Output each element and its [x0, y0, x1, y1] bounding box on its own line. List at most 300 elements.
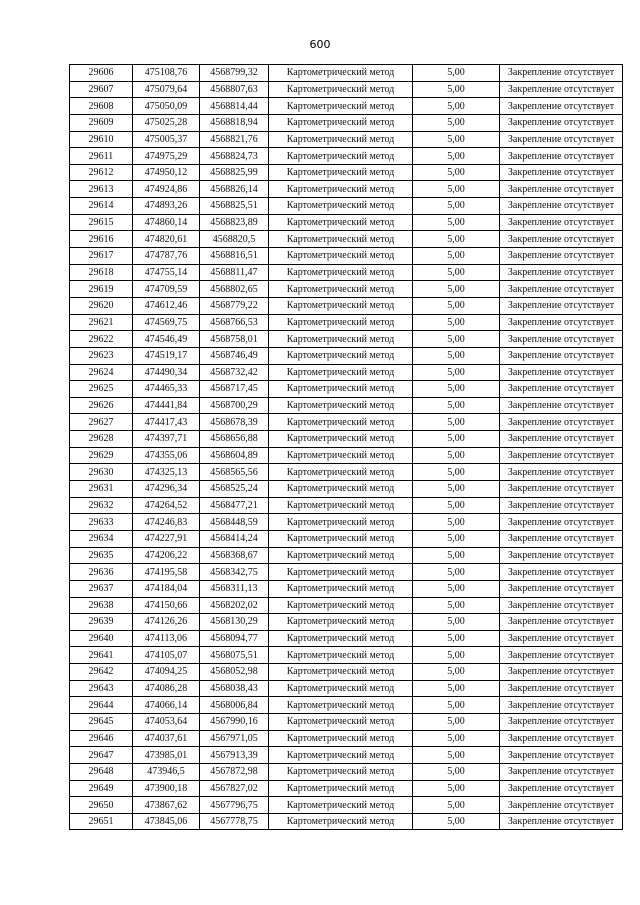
y-coordinate-cell: 4568075,51 — [200, 647, 269, 664]
y-coordinate-cell: 4567913,39 — [200, 747, 269, 764]
x-coordinate-cell: 474417,43 — [133, 414, 200, 431]
method-cell: Картометрический метод — [269, 747, 413, 764]
accuracy-cell: 5,00 — [413, 747, 500, 764]
accuracy-cell: 5,00 — [413, 114, 500, 131]
x-coordinate-cell: 474950,12 — [133, 164, 200, 181]
accuracy-cell: 5,00 — [413, 481, 500, 498]
accuracy-cell: 5,00 — [413, 431, 500, 448]
y-coordinate-cell: 4567872,98 — [200, 763, 269, 780]
accuracy-cell: 5,00 — [413, 264, 500, 281]
x-coordinate-cell: 474325,13 — [133, 464, 200, 481]
method-cell: Картометрический метод — [269, 447, 413, 464]
y-coordinate-cell: 4568816,51 — [200, 248, 269, 265]
table-row — [70, 331, 623, 348]
accuracy-cell: 5,00 — [413, 181, 500, 198]
x-coordinate-cell: 474355,06 — [133, 447, 200, 464]
y-coordinate-cell: 4568779,22 — [200, 297, 269, 314]
y-coordinate-cell: 4567990,16 — [200, 713, 269, 730]
table-row — [70, 198, 623, 215]
point-number-cell: 29618 — [70, 264, 133, 281]
fixing-description-cell: Закрепление отсутствует — [500, 680, 623, 697]
fixing-description-cell: Закрепление отсутствует — [500, 414, 623, 431]
x-coordinate-cell: 474787,76 — [133, 248, 200, 265]
x-coordinate-cell: 473845,06 — [133, 813, 200, 830]
fixing-description-cell: Закрепление отсутствует — [500, 813, 623, 830]
method-cell: Картометрический метод — [269, 813, 413, 830]
fixing-description-cell: Закрепление отсутствует — [500, 464, 623, 481]
accuracy-cell: 5,00 — [413, 198, 500, 215]
fixing-description-cell: Закрепление отсутствует — [500, 730, 623, 747]
point-number-cell: 29608 — [70, 98, 133, 115]
fixing-description-cell: Закрепление отсутствует — [500, 214, 623, 231]
coordinates-table — [69, 64, 623, 830]
y-coordinate-cell: 4568811,47 — [200, 264, 269, 281]
y-coordinate-cell: 4568821,76 — [200, 131, 269, 148]
fixing-description-cell: Закрепление отсутствует — [500, 564, 623, 581]
point-number-cell: 29632 — [70, 497, 133, 514]
x-coordinate-cell: 474150,66 — [133, 597, 200, 614]
fixing-description-cell: Закрепление отсутствует — [500, 697, 623, 714]
table-row — [70, 281, 623, 298]
accuracy-cell: 5,00 — [413, 564, 500, 581]
y-coordinate-cell: 4568807,63 — [200, 81, 269, 98]
table-row — [70, 763, 623, 780]
y-coordinate-cell: 4568820,5 — [200, 231, 269, 248]
fixing-description-cell: Закрепление отсутствует — [500, 780, 623, 797]
point-number-cell: 29648 — [70, 763, 133, 780]
method-cell: Картометрический метод — [269, 347, 413, 364]
fixing-description-cell: Закрепление отсутствует — [500, 481, 623, 498]
accuracy-cell: 5,00 — [413, 680, 500, 697]
method-cell: Картометрический метод — [269, 564, 413, 581]
point-number-cell: 29614 — [70, 198, 133, 215]
table-row — [70, 514, 623, 531]
point-number-cell: 29645 — [70, 713, 133, 730]
method-cell: Картометрический метод — [269, 264, 413, 281]
table-row — [70, 647, 623, 664]
accuracy-cell: 5,00 — [413, 447, 500, 464]
x-coordinate-cell: 474105,07 — [133, 647, 200, 664]
fixing-description-cell: Закрепление отсутствует — [500, 81, 623, 98]
fixing-description-cell: Закрепление отсутствует — [500, 65, 623, 82]
accuracy-cell: 5,00 — [413, 713, 500, 730]
y-coordinate-cell: 4568368,67 — [200, 547, 269, 564]
table-row — [70, 481, 623, 498]
x-coordinate-cell: 474441,84 — [133, 397, 200, 414]
y-coordinate-cell: 4568746,49 — [200, 347, 269, 364]
method-cell: Картометрический метод — [269, 214, 413, 231]
fixing-description-cell: Закрепление отсутствует — [500, 647, 623, 664]
fixing-description-cell: Закрепление отсутствует — [500, 314, 623, 331]
accuracy-cell: 5,00 — [413, 797, 500, 814]
table-row — [70, 664, 623, 681]
table-row — [70, 780, 623, 797]
fixing-description-cell: Закрепление отсутствует — [500, 797, 623, 814]
method-cell: Картометрический метод — [269, 664, 413, 681]
fixing-description-cell: Закрепление отсутствует — [500, 747, 623, 764]
y-coordinate-cell: 4568766,53 — [200, 314, 269, 331]
point-number-cell: 29622 — [70, 331, 133, 348]
table-row — [70, 564, 623, 581]
page-number: 600 — [309, 38, 331, 51]
y-coordinate-cell: 4568678,39 — [200, 414, 269, 431]
accuracy-cell: 5,00 — [413, 248, 500, 265]
point-number-cell: 29637 — [70, 580, 133, 597]
x-coordinate-cell: 474206,22 — [133, 547, 200, 564]
fixing-description-cell: Закрепление отсутствует — [500, 198, 623, 215]
point-number-cell: 29636 — [70, 564, 133, 581]
method-cell: Картометрический метод — [269, 630, 413, 647]
fixing-description-cell: Закрепление отсутствует — [500, 248, 623, 265]
table-row — [70, 530, 623, 547]
table-row — [70, 580, 623, 597]
x-coordinate-cell: 474037,61 — [133, 730, 200, 747]
fixing-description-cell: Закрепление отсутствует — [500, 514, 623, 531]
fixing-description-cell: Закрепление отсутствует — [500, 547, 623, 564]
point-number-cell: 29635 — [70, 547, 133, 564]
method-cell: Картометрический метод — [269, 148, 413, 165]
point-number-cell: 29616 — [70, 231, 133, 248]
point-number-cell: 29628 — [70, 431, 133, 448]
point-number-cell: 29624 — [70, 364, 133, 381]
point-number-cell: 29629 — [70, 447, 133, 464]
accuracy-cell: 5,00 — [413, 214, 500, 231]
method-cell: Картометрический метод — [269, 65, 413, 82]
point-number-cell: 29644 — [70, 697, 133, 714]
accuracy-cell: 5,00 — [413, 514, 500, 531]
point-number-cell: 29620 — [70, 297, 133, 314]
fixing-description-cell: Закрепление отсутствует — [500, 597, 623, 614]
point-number-cell: 29623 — [70, 347, 133, 364]
method-cell: Картометрический метод — [269, 114, 413, 131]
table-row — [70, 297, 623, 314]
table-row — [70, 630, 623, 647]
point-number-cell: 29642 — [70, 664, 133, 681]
accuracy-cell: 5,00 — [413, 397, 500, 414]
fixing-description-cell: Закрепление отсутствует — [500, 98, 623, 115]
method-cell: Картометрический метод — [269, 763, 413, 780]
accuracy-cell: 5,00 — [413, 81, 500, 98]
point-number-cell: 29641 — [70, 647, 133, 664]
method-cell: Картометрический метод — [269, 397, 413, 414]
method-cell: Картометрический метод — [269, 248, 413, 265]
fixing-description-cell: Закрепление отсутствует — [500, 630, 623, 647]
point-number-cell: 29643 — [70, 680, 133, 697]
table-row — [70, 431, 623, 448]
fixing-description-cell: Закрепление отсутствует — [500, 297, 623, 314]
method-cell: Картометрический метод — [269, 198, 413, 215]
x-coordinate-cell: 475025,28 — [133, 114, 200, 131]
accuracy-cell: 5,00 — [413, 281, 500, 298]
fixing-description-cell: Закрепление отсутствует — [500, 181, 623, 198]
y-coordinate-cell: 4568814,44 — [200, 98, 269, 115]
accuracy-cell: 5,00 — [413, 580, 500, 597]
accuracy-cell: 5,00 — [413, 547, 500, 564]
table-row — [70, 264, 623, 281]
method-cell: Картометрический метод — [269, 231, 413, 248]
fixing-description-cell: Закрепление отсутствует — [500, 580, 623, 597]
point-number-cell: 29646 — [70, 730, 133, 747]
table-row — [70, 347, 623, 364]
method-cell: Картометрический метод — [269, 780, 413, 797]
table-row — [70, 747, 623, 764]
y-coordinate-cell: 4568818,94 — [200, 114, 269, 131]
table-row — [70, 81, 623, 98]
y-coordinate-cell: 4568525,24 — [200, 481, 269, 498]
x-coordinate-cell: 474820,61 — [133, 231, 200, 248]
x-coordinate-cell: 475005,37 — [133, 131, 200, 148]
y-coordinate-cell: 4568700,29 — [200, 397, 269, 414]
accuracy-cell: 5,00 — [413, 65, 500, 82]
table-row — [70, 713, 623, 730]
x-coordinate-cell: 473946,5 — [133, 763, 200, 780]
y-coordinate-cell: 4568826,14 — [200, 181, 269, 198]
point-number-cell: 29627 — [70, 414, 133, 431]
fixing-description-cell: Закрепление отсутствует — [500, 148, 623, 165]
table-row — [70, 464, 623, 481]
accuracy-cell: 5,00 — [413, 381, 500, 398]
y-coordinate-cell: 4568565,56 — [200, 464, 269, 481]
table-row — [70, 680, 623, 697]
fixing-description-cell: Закрепление отсутствует — [500, 397, 623, 414]
x-coordinate-cell: 474397,71 — [133, 431, 200, 448]
y-coordinate-cell: 4568342,75 — [200, 564, 269, 581]
fixing-description-cell: Закрепление отсутствует — [500, 331, 623, 348]
point-number-cell: 29626 — [70, 397, 133, 414]
accuracy-cell: 5,00 — [413, 331, 500, 348]
fixing-description-cell: Закрепление отсутствует — [500, 347, 623, 364]
method-cell: Картометрический метод — [269, 797, 413, 814]
accuracy-cell: 5,00 — [413, 148, 500, 165]
method-cell: Картометрический метод — [269, 98, 413, 115]
method-cell: Картометрический метод — [269, 514, 413, 531]
accuracy-cell: 5,00 — [413, 497, 500, 514]
point-number-cell: 29617 — [70, 248, 133, 265]
fixing-description-cell: Закрепление отсутствует — [500, 231, 623, 248]
method-cell: Картометрический метод — [269, 414, 413, 431]
y-coordinate-cell: 4567778,75 — [200, 813, 269, 830]
fixing-description-cell: Закрепление отсутствует — [500, 447, 623, 464]
accuracy-cell: 5,00 — [413, 630, 500, 647]
accuracy-cell: 5,00 — [413, 730, 500, 747]
y-coordinate-cell: 4568799,32 — [200, 65, 269, 82]
fixing-description-cell: Закрепление отсутствует — [500, 264, 623, 281]
x-coordinate-cell: 474113,06 — [133, 630, 200, 647]
table-row — [70, 597, 623, 614]
method-cell: Картометрический метод — [269, 697, 413, 714]
table-row — [70, 730, 623, 747]
table-row — [70, 497, 623, 514]
method-cell: Картометрический метод — [269, 464, 413, 481]
accuracy-cell: 5,00 — [413, 347, 500, 364]
y-coordinate-cell: 4568758,01 — [200, 331, 269, 348]
table-row — [70, 248, 623, 265]
y-coordinate-cell: 4567827,02 — [200, 780, 269, 797]
fixing-description-cell: Закрепление отсутствует — [500, 763, 623, 780]
x-coordinate-cell: 474546,49 — [133, 331, 200, 348]
y-coordinate-cell: 4568006,84 — [200, 697, 269, 714]
accuracy-cell: 5,00 — [413, 614, 500, 631]
table-body — [70, 65, 623, 830]
accuracy-cell: 5,00 — [413, 414, 500, 431]
x-coordinate-cell: 473985,01 — [133, 747, 200, 764]
y-coordinate-cell: 4568094,77 — [200, 630, 269, 647]
y-coordinate-cell: 4568311,13 — [200, 580, 269, 597]
point-number-cell: 29610 — [70, 131, 133, 148]
method-cell: Картометрический метод — [269, 547, 413, 564]
table-row — [70, 131, 623, 148]
table-row — [70, 414, 623, 431]
x-coordinate-cell: 474126,26 — [133, 614, 200, 631]
table-row — [70, 314, 623, 331]
method-cell: Картометрический метод — [269, 381, 413, 398]
x-coordinate-cell: 474612,46 — [133, 297, 200, 314]
point-number-cell: 29612 — [70, 164, 133, 181]
table-row — [70, 114, 623, 131]
y-coordinate-cell: 4568656,88 — [200, 431, 269, 448]
accuracy-cell: 5,00 — [413, 647, 500, 664]
y-coordinate-cell: 4568202,02 — [200, 597, 269, 614]
y-coordinate-cell: 4567796,75 — [200, 797, 269, 814]
accuracy-cell: 5,00 — [413, 297, 500, 314]
point-number-cell: 29631 — [70, 481, 133, 498]
method-cell: Картометрический метод — [269, 647, 413, 664]
x-coordinate-cell: 474227,91 — [133, 530, 200, 547]
method-cell: Картометрический метод — [269, 614, 413, 631]
point-number-cell: 29634 — [70, 530, 133, 547]
y-coordinate-cell: 4568038,43 — [200, 680, 269, 697]
accuracy-cell: 5,00 — [413, 314, 500, 331]
fixing-description-cell: Закрепление отсутствует — [500, 381, 623, 398]
method-cell: Картометрический метод — [269, 81, 413, 98]
x-coordinate-cell: 474490,34 — [133, 364, 200, 381]
x-coordinate-cell: 474924,86 — [133, 181, 200, 198]
table-row — [70, 697, 623, 714]
fixing-description-cell: Закрепление отсутствует — [500, 713, 623, 730]
method-cell: Картометрический метод — [269, 530, 413, 547]
point-number-cell: 29649 — [70, 780, 133, 797]
point-number-cell: 29640 — [70, 630, 133, 647]
y-coordinate-cell: 4568477,21 — [200, 497, 269, 514]
accuracy-cell: 5,00 — [413, 530, 500, 547]
x-coordinate-cell: 474184,04 — [133, 580, 200, 597]
method-cell: Картометрический метод — [269, 297, 413, 314]
table-row — [70, 797, 623, 814]
accuracy-cell: 5,00 — [413, 131, 500, 148]
accuracy-cell: 5,00 — [413, 697, 500, 714]
table-row — [70, 65, 623, 82]
method-cell: Картометрический метод — [269, 481, 413, 498]
point-number-cell: 29651 — [70, 813, 133, 830]
table-row — [70, 148, 623, 165]
y-coordinate-cell: 4568717,45 — [200, 381, 269, 398]
x-coordinate-cell: 475050,09 — [133, 98, 200, 115]
point-number-cell: 29639 — [70, 614, 133, 631]
y-coordinate-cell: 4568604,89 — [200, 447, 269, 464]
x-coordinate-cell: 474709,59 — [133, 281, 200, 298]
table-row — [70, 397, 623, 414]
method-cell: Картометрический метод — [269, 314, 413, 331]
point-number-cell: 29625 — [70, 381, 133, 398]
x-coordinate-cell: 474569,75 — [133, 314, 200, 331]
y-coordinate-cell: 4568825,99 — [200, 164, 269, 181]
y-coordinate-cell: 4568130,29 — [200, 614, 269, 631]
accuracy-cell: 5,00 — [413, 98, 500, 115]
accuracy-cell: 5,00 — [413, 763, 500, 780]
point-number-cell: 29619 — [70, 281, 133, 298]
point-number-cell: 29611 — [70, 148, 133, 165]
x-coordinate-cell: 475108,76 — [133, 65, 200, 82]
x-coordinate-cell: 474195,58 — [133, 564, 200, 581]
x-coordinate-cell: 474246,83 — [133, 514, 200, 531]
fixing-description-cell: Закрепление отсутствует — [500, 114, 623, 131]
point-number-cell: 29609 — [70, 114, 133, 131]
point-number-cell: 29621 — [70, 314, 133, 331]
table-row — [70, 214, 623, 231]
accuracy-cell: 5,00 — [413, 664, 500, 681]
y-coordinate-cell: 4568825,51 — [200, 198, 269, 215]
x-coordinate-cell: 474094,25 — [133, 664, 200, 681]
y-coordinate-cell: 4568448,59 — [200, 514, 269, 531]
method-cell: Картометрический метод — [269, 580, 413, 597]
table-row — [70, 98, 623, 115]
x-coordinate-cell: 475079,64 — [133, 81, 200, 98]
x-coordinate-cell: 474893,26 — [133, 198, 200, 215]
point-number-cell: 29647 — [70, 747, 133, 764]
x-coordinate-cell: 474066,14 — [133, 697, 200, 714]
x-coordinate-cell: 474053,64 — [133, 713, 200, 730]
fixing-description-cell: Закрепление отсутствует — [500, 614, 623, 631]
y-coordinate-cell: 4568732,42 — [200, 364, 269, 381]
x-coordinate-cell: 474860,14 — [133, 214, 200, 231]
x-coordinate-cell: 474519,17 — [133, 347, 200, 364]
point-number-cell: 29607 — [70, 81, 133, 98]
method-cell: Картометрический метод — [269, 497, 413, 514]
method-cell: Картометрический метод — [269, 713, 413, 730]
y-coordinate-cell: 4568414,24 — [200, 530, 269, 547]
accuracy-cell: 5,00 — [413, 231, 500, 248]
point-number-cell: 29613 — [70, 181, 133, 198]
fixing-description-cell: Закрепление отсутствует — [500, 664, 623, 681]
point-number-cell: 29606 — [70, 65, 133, 82]
x-coordinate-cell: 474086,28 — [133, 680, 200, 697]
method-cell: Картометрический метод — [269, 331, 413, 348]
y-coordinate-cell: 4567971,05 — [200, 730, 269, 747]
accuracy-cell: 5,00 — [413, 464, 500, 481]
accuracy-cell: 5,00 — [413, 597, 500, 614]
fixing-description-cell: Закрепление отсутствует — [500, 364, 623, 381]
table-row — [70, 381, 623, 398]
y-coordinate-cell: 4568802,65 — [200, 281, 269, 298]
point-number-cell: 29630 — [70, 464, 133, 481]
method-cell: Картометрический метод — [269, 680, 413, 697]
x-coordinate-cell: 474264,52 — [133, 497, 200, 514]
method-cell: Картометрический метод — [269, 431, 413, 448]
method-cell: Картометрический метод — [269, 281, 413, 298]
x-coordinate-cell: 474465,33 — [133, 381, 200, 398]
table-row — [70, 164, 623, 181]
point-number-cell: 29615 — [70, 214, 133, 231]
fixing-description-cell: Закрепление отсутствует — [500, 431, 623, 448]
table-row — [70, 231, 623, 248]
method-cell: Картометрический метод — [269, 164, 413, 181]
method-cell: Картометрический метод — [269, 597, 413, 614]
table-row — [70, 547, 623, 564]
table-row — [70, 813, 623, 830]
method-cell: Картометрический метод — [269, 364, 413, 381]
y-coordinate-cell: 4568052,98 — [200, 664, 269, 681]
x-coordinate-cell: 474296,34 — [133, 481, 200, 498]
